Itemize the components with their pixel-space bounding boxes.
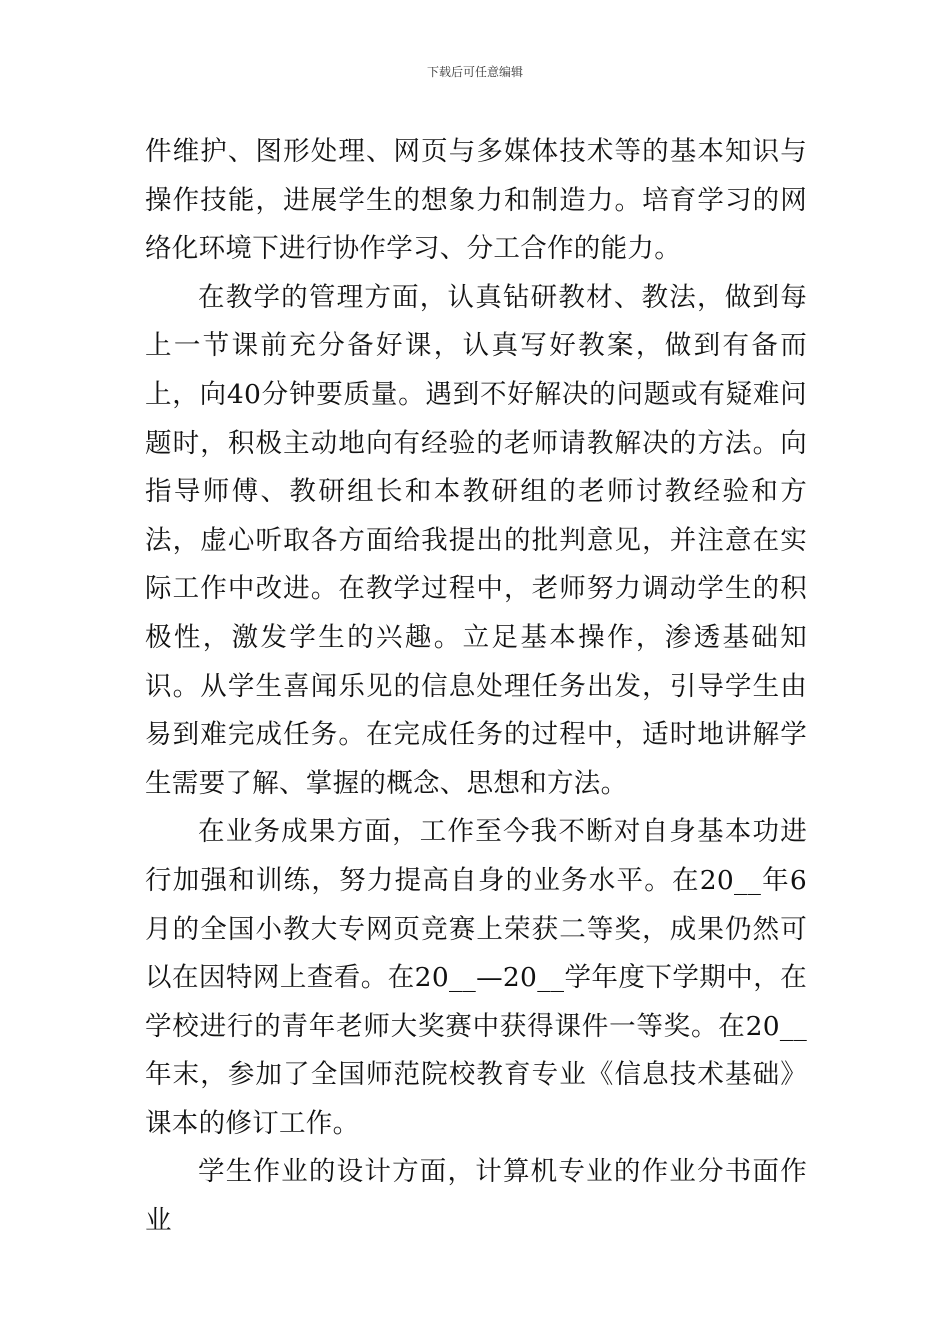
paragraph-teaching-management: 在教学的管理方面，认真钻研教材、教法，做到每上一节课前充分备好课，认真写好教案，做到有备而上，向40分钟要质量。遇到不好解决的问题或有疑难问题时，积极主动地向有经验的老师请教解决的方法。向指导师傅、教研组长和本教研组的老师讨教经验和方法，虚心听取各方面给我提出的批判意见，并注意在实际工作中改进。在教学过程中，老师努力调动学生的积极性，激发学生的兴趣。立足基本操作，渗透基础知识。从学生喜闻乐见的信息处理任务出发，引导学生由易到难完成任务。在完成任务的过程中，适时地讲解学生需要了解、掌握的概念、思想和方法。: [145, 281, 807, 799]
page-header: 下载后可任意编辑: [426, 65, 523, 79]
document-body: [145, 128, 807, 1246]
paragraph-achievements: 在业务成果方面，工作至今我不断对自身基本功进行加强和训练，努力提高自身的业务水平。在20__年6月的全国小教大专网页竞赛上荣获二等奖，成果仍然可以在因特网上查看。在20__—20__学年度下学期中，在学校进行的青年老师大奖赛中获得课件一等奖。在20__年末，参加了全国师范院校教育专业《信息技术基础》课本的修订工作。: [145, 816, 807, 1139]
paragraph-continued: 件维护、图形处理、网页与多媒体技术等的基本知识与操作技能，进展学生的想象力和制造力。培育学习的网络化环境下进行协作学习、分工合作的能力。: [145, 136, 807, 265]
paragraph-homework-design: 学生作业的设计方面，计算机专业的作业分书面作业: [145, 1156, 807, 1237]
